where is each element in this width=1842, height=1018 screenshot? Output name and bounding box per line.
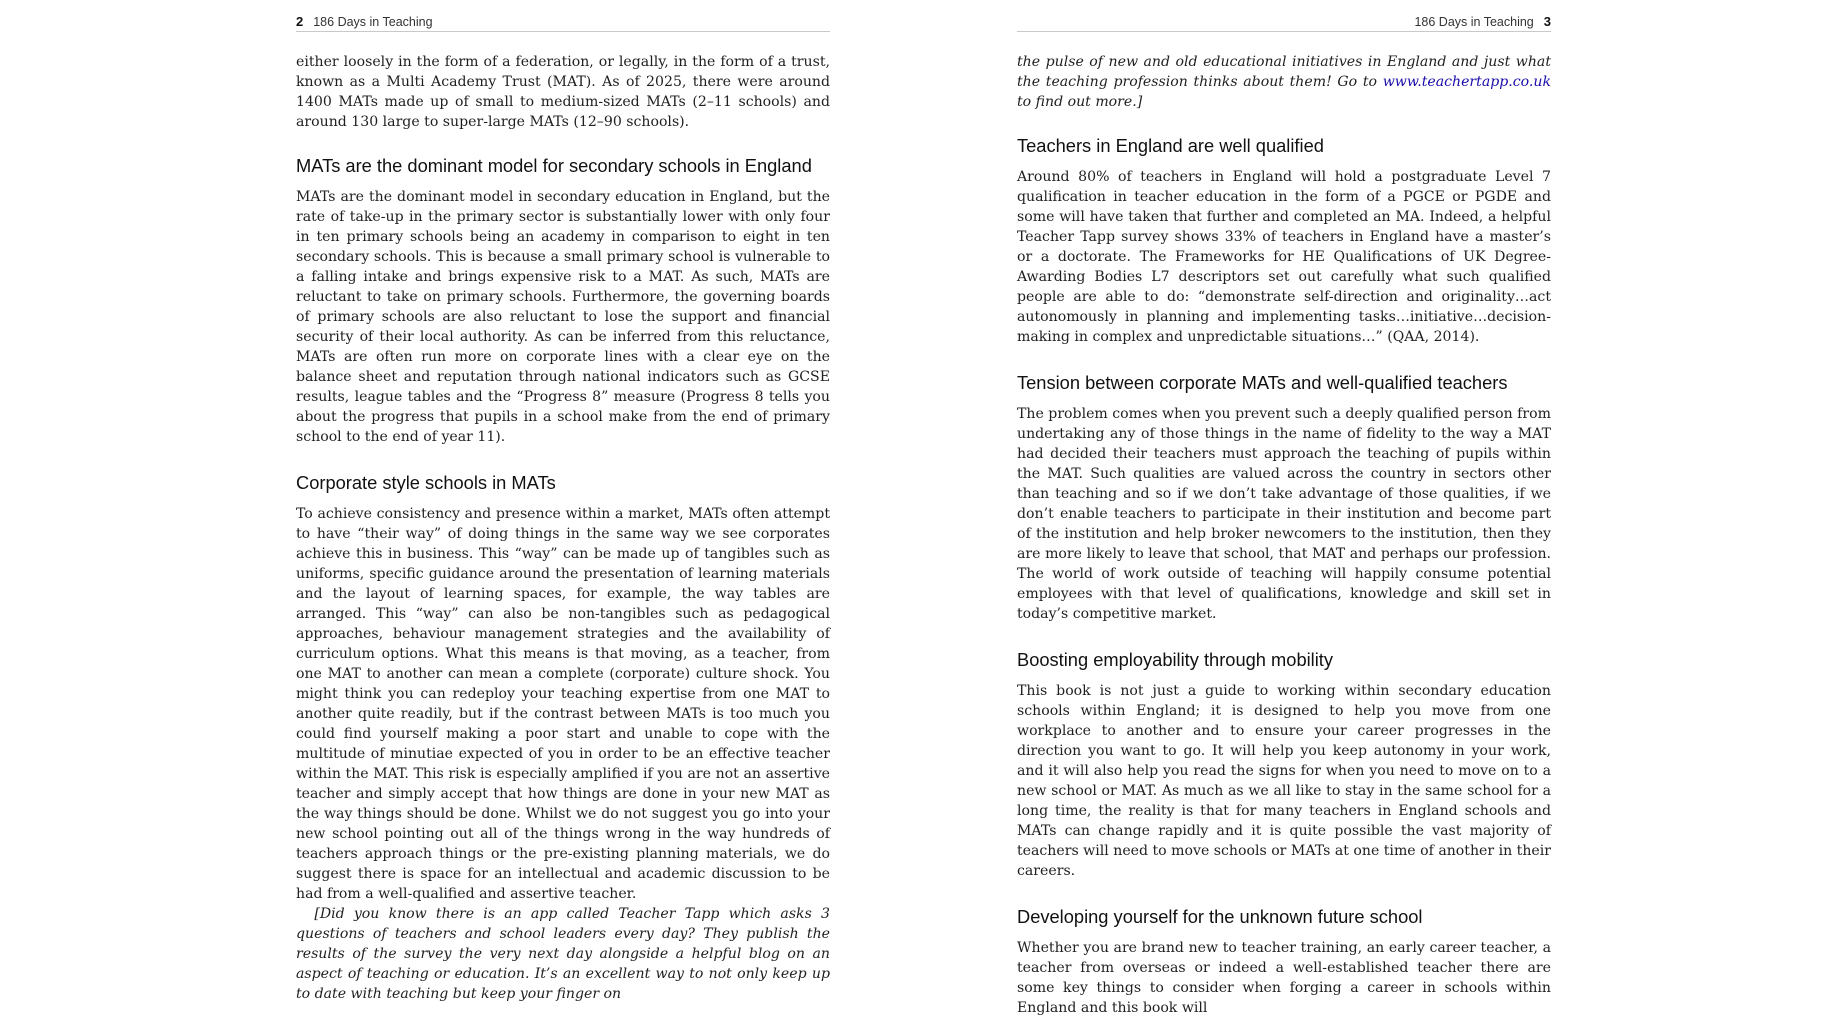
right-paragraph-3: The problem comes when you prevent such a deeply qualified person from undertaking any of those things in the name of fidelity to the way a MAT had decided their teachers must approach the teaching of pupils within the MAT. Such qualities are valued across the country in sectors other than teaching and so if we don’t take advantage of those qualities, if we don’t enable teachers to participate in their institution and become part of the institution and help broker newcomers to the institution, then they are more likely to leave that school, that MAT and perhaps our profession. The world of work outside of teaching will happily consume potential employees with that level of qualifications, knowledge and skill set in today’s competitive market. <box>1017 406 1551 622</box>
left-paragraph-3: To achieve consistency and presence within a market, MATs often attempt to have “their way” of doing things in the same way we see corporates achieve this in business. This “way” can be made up of tangibles such as uniforms, specific guidance around the presentation of learning materials and the layout of learning spaces, for example, the way tables are arranged. This “way” can also be non-tangibles such as pedagogical approaches, behaviour management strategies and the availability of curriculum options. What this means is that moving, as a teacher, from one MAT to another can mean a complete (corporate) culture shock. You might think you can redeploy your teaching expertise from one MAT to another quite readily, but if the contrast between MATs is too much you could find yourself making a poor start and unable to cope with the multitude of minutiae expected of you in order to be an effective teacher within the MAT. This risk is especially amplified if you are not an assertive teacher and simply accept that how things are done in your new MAT as the way things should be done. Whilst we do not suggest you go into your new school pointing out all of the things wrong in the way hundreds of teachers approach things or the pre-existing planning materials, we do suggest there is space for an intellectual and academic discussion to be had from a well-qualified and assertive teacher. <box>296 506 830 902</box>
right-paragraph-1-aside <box>1017 52 1551 112</box>
right-paragraph-2: Around 80% of teachers in England will hold a postgraduate Level 7 qualification in teacher education in the form of a PGCE or PGDE and some will have taken that further and completed an MA. Indeed, a helpful Teacher Tapp survey shows 33% of teachers in England have a master’s or a doctorate. The Frameworks for HE Qualifications of UK Degree-Awarding Bodies L7 descriptors set out carefully what such qualified people are able to do: “demonstrate self-direction and originality…act autonomously in planning and implementing tasks…initiative…decision-making in complex and unpredictable situations…” (QAA, 2014). <box>1017 169 1551 345</box>
heading-developing-yourself: Developing yourself for the unknown future school <box>1017 906 1423 927</box>
aside-text-start: the pulse of new and old educational initiatives in England and just what the teaching profession thinks about them! Go to <box>1017 54 1551 90</box>
heading-corporate-style: Corporate style schools in MATs <box>296 472 556 493</box>
right-paragraph-4: This book is not just a guide to working within secondary education schools within England; it is designed to help you move from one workplace to another and to ensure your career progresses in the direction you want to go. It will help you keep autonomy in your work, and it will also help you read the signs for when you need to move on to a new school or MAT. As much as we all like to stay in the same school for a long time, the reality is that for many teachers in England schools and MATs can change rapidly and it is quite possible the vast majority of teachers will need to move schools or MATs at one time of another in their careers. <box>1017 683 1551 879</box>
right-running-header <box>1017 0 1551 32</box>
heading-mats-dominant: MATs are the dominant model for secondary schools in England <box>296 155 812 176</box>
left-running-title: 186 Days in Teaching <box>313 15 433 29</box>
left-page-number: 2 <box>296 14 304 29</box>
left-paragraph-1: either loosely in the form of a federation, or legally, in the form of a trust, known as a Multi Academy Trust (MAT). As of 2025, there were around 1400 MATs made up of small to medium-sized MATs (2–11 schools) and around 130 large to super-large MATs (12–90 schools). <box>296 54 830 130</box>
left-page <box>296 0 830 1004</box>
aside-text-end: to find out more.] <box>1017 94 1143 110</box>
left-running-header <box>296 0 830 32</box>
heading-tension: Tension between corporate MATs and well-qualified teachers <box>1017 372 1508 393</box>
right-paragraph-5: Whether you are brand new to teacher training, an early career teacher, a teacher from overseas or indeed a well-established teacher there are some key things to consider when forging a career in schools within England and this book will <box>1017 940 1551 1016</box>
left-paragraph-4-aside: [Did you know there is an app called Teacher Tapp which asks 3 questions of teachers and school leaders every day? They publish the results of the survey the very next day alongside a helpful blog on an aspect of teaching or education. It’s an excellent way to not only keep up to date with teaching but keep your finger on <box>296 906 830 1002</box>
left-paragraph-2: MATs are the dominant model in secondary education in England, but the rate of take-up in the primary sector is substantially lower with only four in ten primary schools being an academy in comparison to eight in ten secondary schools. This is because a small primary school is vulnerable to a falling intake and brings expensive risk to a MAT. As such, MATs are reluctant to take on primary schools. Furthermore, the governing boards of primary schools are also reluctant to lose the support and financial security of their local authority. As can be inferred from this reluctance, MATs are often run more on corporate lines with a clear eye on the balance sheet and reputation through national indicators such as GCSE results, league tables and the “Progress 8” measure (Progress 8 tells you about the progress that pupils in a school make from the end of primary school to the end of year 11). <box>296 189 830 445</box>
teachertapp-link[interactable]: www.teachertapp.co.uk <box>1382 74 1551 90</box>
right-running-title: 186 Days in Teaching <box>1414 15 1534 29</box>
right-page <box>1017 0 1551 1018</box>
heading-teachers-qualified: Teachers in England are well qualified <box>1017 135 1324 156</box>
heading-employability: Boosting employability through mobility <box>1017 649 1334 670</box>
right-page-number: 3 <box>1543 14 1551 29</box>
